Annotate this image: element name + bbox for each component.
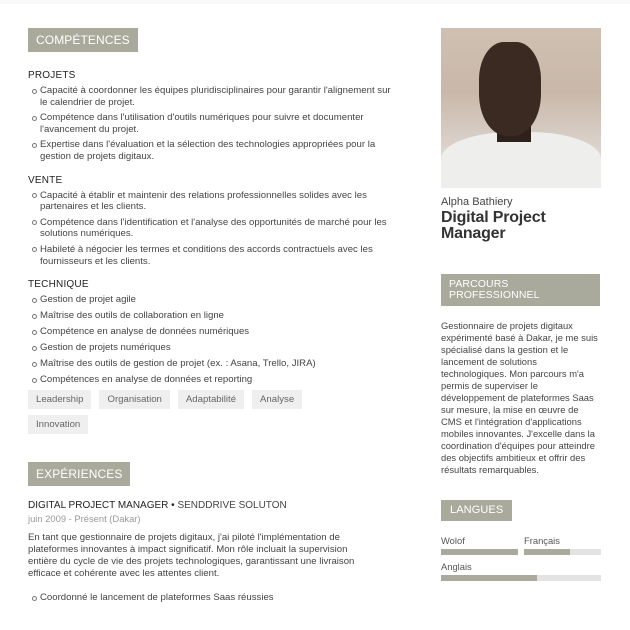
group-title-vente: VENTE [28,174,63,186]
language-item [441,535,518,555]
skill-tag: Organisation [99,390,169,409]
list-item: Maîtrise des outils de gestion de projet (ex. : Asana, Trello, JIRA) [32,358,398,370]
skill-tags [28,390,328,434]
language-label: Français [524,535,560,546]
main-column [28,28,398,608]
languages-list [441,535,601,581]
list-item: Coordonné le lancement de plateformes Saas réussies [32,592,398,604]
technique-list [28,294,398,386]
language-item [524,535,601,555]
skill-tag: Analyse [252,390,302,409]
skill-tag: Innovation [28,415,88,434]
list-item: Gestion de projets numériques [32,342,398,354]
list-item: Compétence dans l'identification et l'analyse des opportunités de marché pour les solutions numériques. [32,217,398,240]
language-bar [441,575,601,581]
profile-title: Digital Project Manager [441,209,546,242]
language-label: Anglais [441,561,472,572]
experience-heading [28,500,398,511]
skill-tag: Leadership [28,390,91,409]
experience-separator: • [168,500,178,512]
list-item: Compétences en analyse de données et reporting [32,374,398,386]
projets-list [28,85,398,163]
profile-photo [441,28,601,188]
experience-description: En tant que gestionnaire de projets digitaux, j'ai piloté l'implémentation de plateformes innovantes à impact significatif. Mon rôle incluait la supervision entière du cycle de vie des projets technologiques, garantissant une livraison efficace et cohérente avec les attentes client. [28,532,355,580]
language-bar-fill [441,549,518,555]
section-title-langues: LANGUES [441,500,512,521]
list-item: Habileté à négocier les termes et conditions des accords contractuels avec les fournisseurs et les clients. [32,244,398,267]
language-label: Wolof [441,535,465,546]
group-title-technique: TECHNIQUE [28,279,89,291]
experience-date: juin 2009 - Présent (Dakar) [28,513,141,525]
list-item: Expertise dans l'évaluation et la sélection des technologies appropriées pour la gestion de projets digitaux. [32,139,398,162]
list-item: Maîtrise des outils de collaboration en ligne [32,310,398,322]
language-item [441,561,601,581]
vente-list [28,190,398,268]
section-title-competences: COMPÉTENCES [28,28,138,52]
list-item: Compétence en analyse de données numériques [32,326,398,338]
profile-name: Alpha Bathiery [441,196,513,208]
list-item: Capacité à établir et maintenir des relations professionnelles solides avec les partenaires et les clients. [32,190,398,213]
section-title-parcours: PARCOURS PROFESSIONNEL [441,274,600,306]
experience-company: SENDDRIVE SOLUTON [177,500,287,512]
language-bar [524,549,601,555]
experience-role: DIGITAL PROJECT MANAGER [28,500,169,512]
skill-tag: Adaptabilité [178,390,244,409]
sidebar-column [441,28,601,581]
list-item: Gestion de projet agile [32,294,398,306]
language-bar-fill [441,575,537,581]
list-item: Compétence dans l'utilisation d'outils numériques pour suivre et documenter l'avancement du projet. [32,112,398,135]
language-bar-fill [524,549,570,555]
experience-bullets [28,592,398,604]
group-title-projets: PROJETS [28,70,76,81]
section-title-experiences: EXPÉRIENCES [28,462,130,486]
language-bar [441,549,518,555]
photo-head-shape [479,42,541,136]
list-item: Capacité à coordonner les équipes pluridisciplinaires pour garantir l'alignement sur le calendrier de projet. [32,85,398,108]
top-strip [0,0,630,4]
parcours-text: Gestionnaire de projets digitaux expérimenté basé à Dakar, je me suis spécialisé dans la gestion et le lancement de solutions technologiques. Mon parcours m'a permis de superviser le développement de plateformes Saas sur mesure, la mise en œuvre de CMS et l'intégration d'applications mobiles innovantes. J'excelle dans la coordination d'équipes pour atteindre des objectifs ambitieux et offrir des résultats remarquables. [441,320,598,475]
